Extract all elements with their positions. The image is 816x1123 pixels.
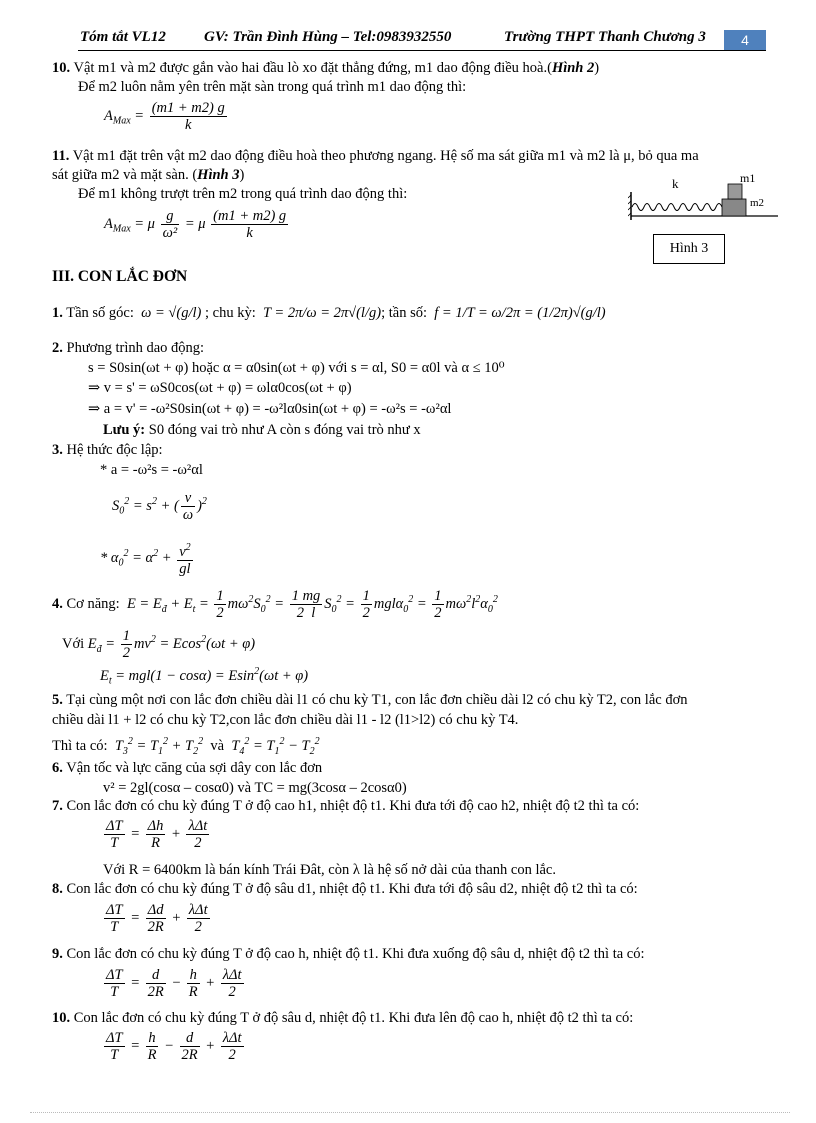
- item-3-title: 3. Hệ thức độc lập:: [52, 442, 163, 458]
- item-5-text-2: chiều dài l1 + l2 có chu kỳ T2,con lắc đơn chiều dài l1 - l2 (l1>l2) có chu kỳ T4.: [52, 712, 519, 728]
- item-10b-text: 10. Con lắc đơn có chu kỳ đúng T ở độ sâu d, nhiệt độ t1. Khi đưa lên độ cao h, nhiệt độ t2 thì ta có:: [52, 1010, 634, 1026]
- item-6-formula: v² = 2gl(cosα – cosα0) và TC = mg(3cosα – 2cosα0): [103, 780, 407, 796]
- item-1: 1. Tần số góc: ω = √(g/l) ; chu kỳ: T = 2π/ω = 2π√(l/g); tần số: f = 1/T = ω/2π = (1/2π)√(g/l): [52, 305, 606, 321]
- item-2-line-3: ⇒ a = v' = -ω²S0sin(ωt + φ) = -ω²lα0sin(ωt + φ) = -ω²s = -ω²αl: [88, 401, 452, 417]
- item-7-text: 7. Con lắc đơn có chu kỳ đúng T ở độ cao h1, nhiệt độ t1. Khi đưa tới độ cao h2, nhiệt độ t2 thì ta có:: [52, 798, 640, 814]
- item-3-formula-2: * $\alpha_0^2 = \alpha^2$ + $\frac{v^2}{gl}$: [100, 542, 191, 577]
- item-4-formula: 4. Cơ năng: $E = E_đ + E_t$ = $\frac{1}{2}$ $m\omega^2S_0^2$ = $\frac{1 mg}{2 l}$ $S_0^2$ = $\frac{1}{2}$ mglα$_0^2$ = $\frac{1}{2}$ $m\omega^2l^2\alpha_0^2$: [52, 588, 498, 621]
- item-4-potential: $E_t = mgl(1 - \cos\alpha) = Esin^2(\omega t + \varphi)$: [100, 666, 309, 687]
- header-title: Tóm tắt VL12: [80, 29, 166, 45]
- footer-divider: [30, 1112, 790, 1113]
- figure-m1-label: m1: [740, 172, 756, 185]
- page-header: [78, 26, 766, 51]
- item-9-text: 9. Con lắc đơn có chu kỳ đúng T ở độ cao h, nhiệt độ t1. Khi đưa xuống độ sâu d, nhiệt độ t2 thì ta có:: [52, 946, 645, 962]
- item-2-title: 2. Phương trình dao động:: [52, 340, 205, 356]
- item-3-formula-1: $S_0^2 = s^2$ + ( $\frac{v}{\omega}$ )$^2$: [112, 490, 207, 523]
- item-2-line-2: ⇒ v = s' = ωS0cos(ωt + φ) = ωlα0cos(ωt + φ): [88, 380, 352, 396]
- item-2-note: Lưu ý: S0 đóng vai trò như A còn s đóng vai trò như x: [103, 422, 421, 438]
- page-number: 4: [724, 30, 766, 50]
- header-school: Trường THPT Thanh Chương 3: [504, 29, 706, 45]
- item-10b-formula: $\frac{\Delta T}{T}$ = $\frac{h}{R}$ − $\frac{d}{2R}$ + $\frac{\text{λΔt}}{2}$: [106, 1030, 242, 1063]
- item-7-formula: $\frac{\Delta T}{T}$ = $\frac{\Delta h}{R}$ + $\frac{\text{λΔt}}{2}$: [106, 818, 208, 851]
- item-5-text-1: 5. Tại cùng một nơi con lắc đơn chiều dài l1 có chu kỳ T1, con lắc đơn chiều dài l2 có chu kỳ T2, con lắc đơn: [52, 692, 688, 708]
- item-10-condition: Để m2 luôn nằm yên trên mặt sàn trong quá trình m1 dao động thì:: [78, 79, 467, 95]
- item-8-formula: $\frac{\Delta T}{T}$ = $\frac{\Delta d}{2R}$ + $\frac{\text{λΔt}}{2}$: [106, 902, 208, 935]
- item-9-formula: $\frac{\Delta T}{T}$ = $\frac{d}{2R}$ − $\frac{h}{R}$ + $\frac{\text{λΔt}}{2}$: [106, 967, 242, 1000]
- item-10-formula: $A_{Max}$ = $\frac{(m1 + m2) g}{k}$: [104, 100, 225, 133]
- item-11-text-1: 11. Vật m1 đặt trên vật m2 dao động điều hoà theo phương ngang. Hệ số ma sát giữa m1 và m2 là μ, bỏ qua ma: [52, 148, 699, 164]
- item-2-line-1: s = S0sin(ωt + φ) hoặc α = α0sin(ωt + φ) với s = αl, S0 = α0l và α ≤ 10⁰: [88, 360, 505, 376]
- item-3-line-1: * a = -ω²s = -ω²αl: [100, 462, 203, 478]
- header-teacher: GV: Trần Đình Hùng – Tel:0983932550: [204, 29, 452, 45]
- item-7-note: Với R = 6400km là bán kính Trái Đât, còn λ là hệ số nở dài của thanh con lắc.: [103, 862, 556, 878]
- item-10-text: 10. Vật m1 và m2 được gắn vào hai đầu lò xo đặt thẳng đứng, m1 dao động điều hoà.(Hình 2): [52, 60, 600, 76]
- item-4-kinetic: Với $E_đ$ = $\frac{1}{2}$ $mv^2 = Ecos^2(\omega t + \varphi)$: [62, 628, 256, 661]
- item-11-condition: Để m1 không trượt trên m2 trong quá trình dao động thì:: [78, 186, 408, 202]
- item-8-text: 8. Con lắc đơn có chu kỳ đúng T ở độ sâu d1, nhiệt độ t1. Khi đưa tới độ sâu d2, nhiệt độ t2 thì ta có:: [52, 881, 638, 897]
- item-11-formula: $A_{Max} = \mu$ $\frac{g}{\text{ω²}}$ = μ $\frac{(m1 + m2) g}{k}$: [104, 208, 287, 241]
- spring-blocks-figure: [628, 172, 778, 222]
- section-title: III. CON LẮC ĐƠN: [52, 268, 188, 285]
- item-5-text-3: Thì ta có: $T_3^2 = T_1^2 + T_2^2$ và $T_4^2 = T_1^2 - T_2^2$: [52, 736, 320, 757]
- item-11-text-2: sát giữa m2 và mặt sàn. (Hình 3): [52, 167, 245, 183]
- figure-caption: Hình 3: [653, 234, 725, 264]
- item-6-title: 6. Vận tốc và lực căng của sợi dây con lắc đơn: [52, 760, 323, 776]
- figure-k-label: k: [672, 176, 679, 191]
- figure-m2-label: m2: [750, 197, 765, 209]
